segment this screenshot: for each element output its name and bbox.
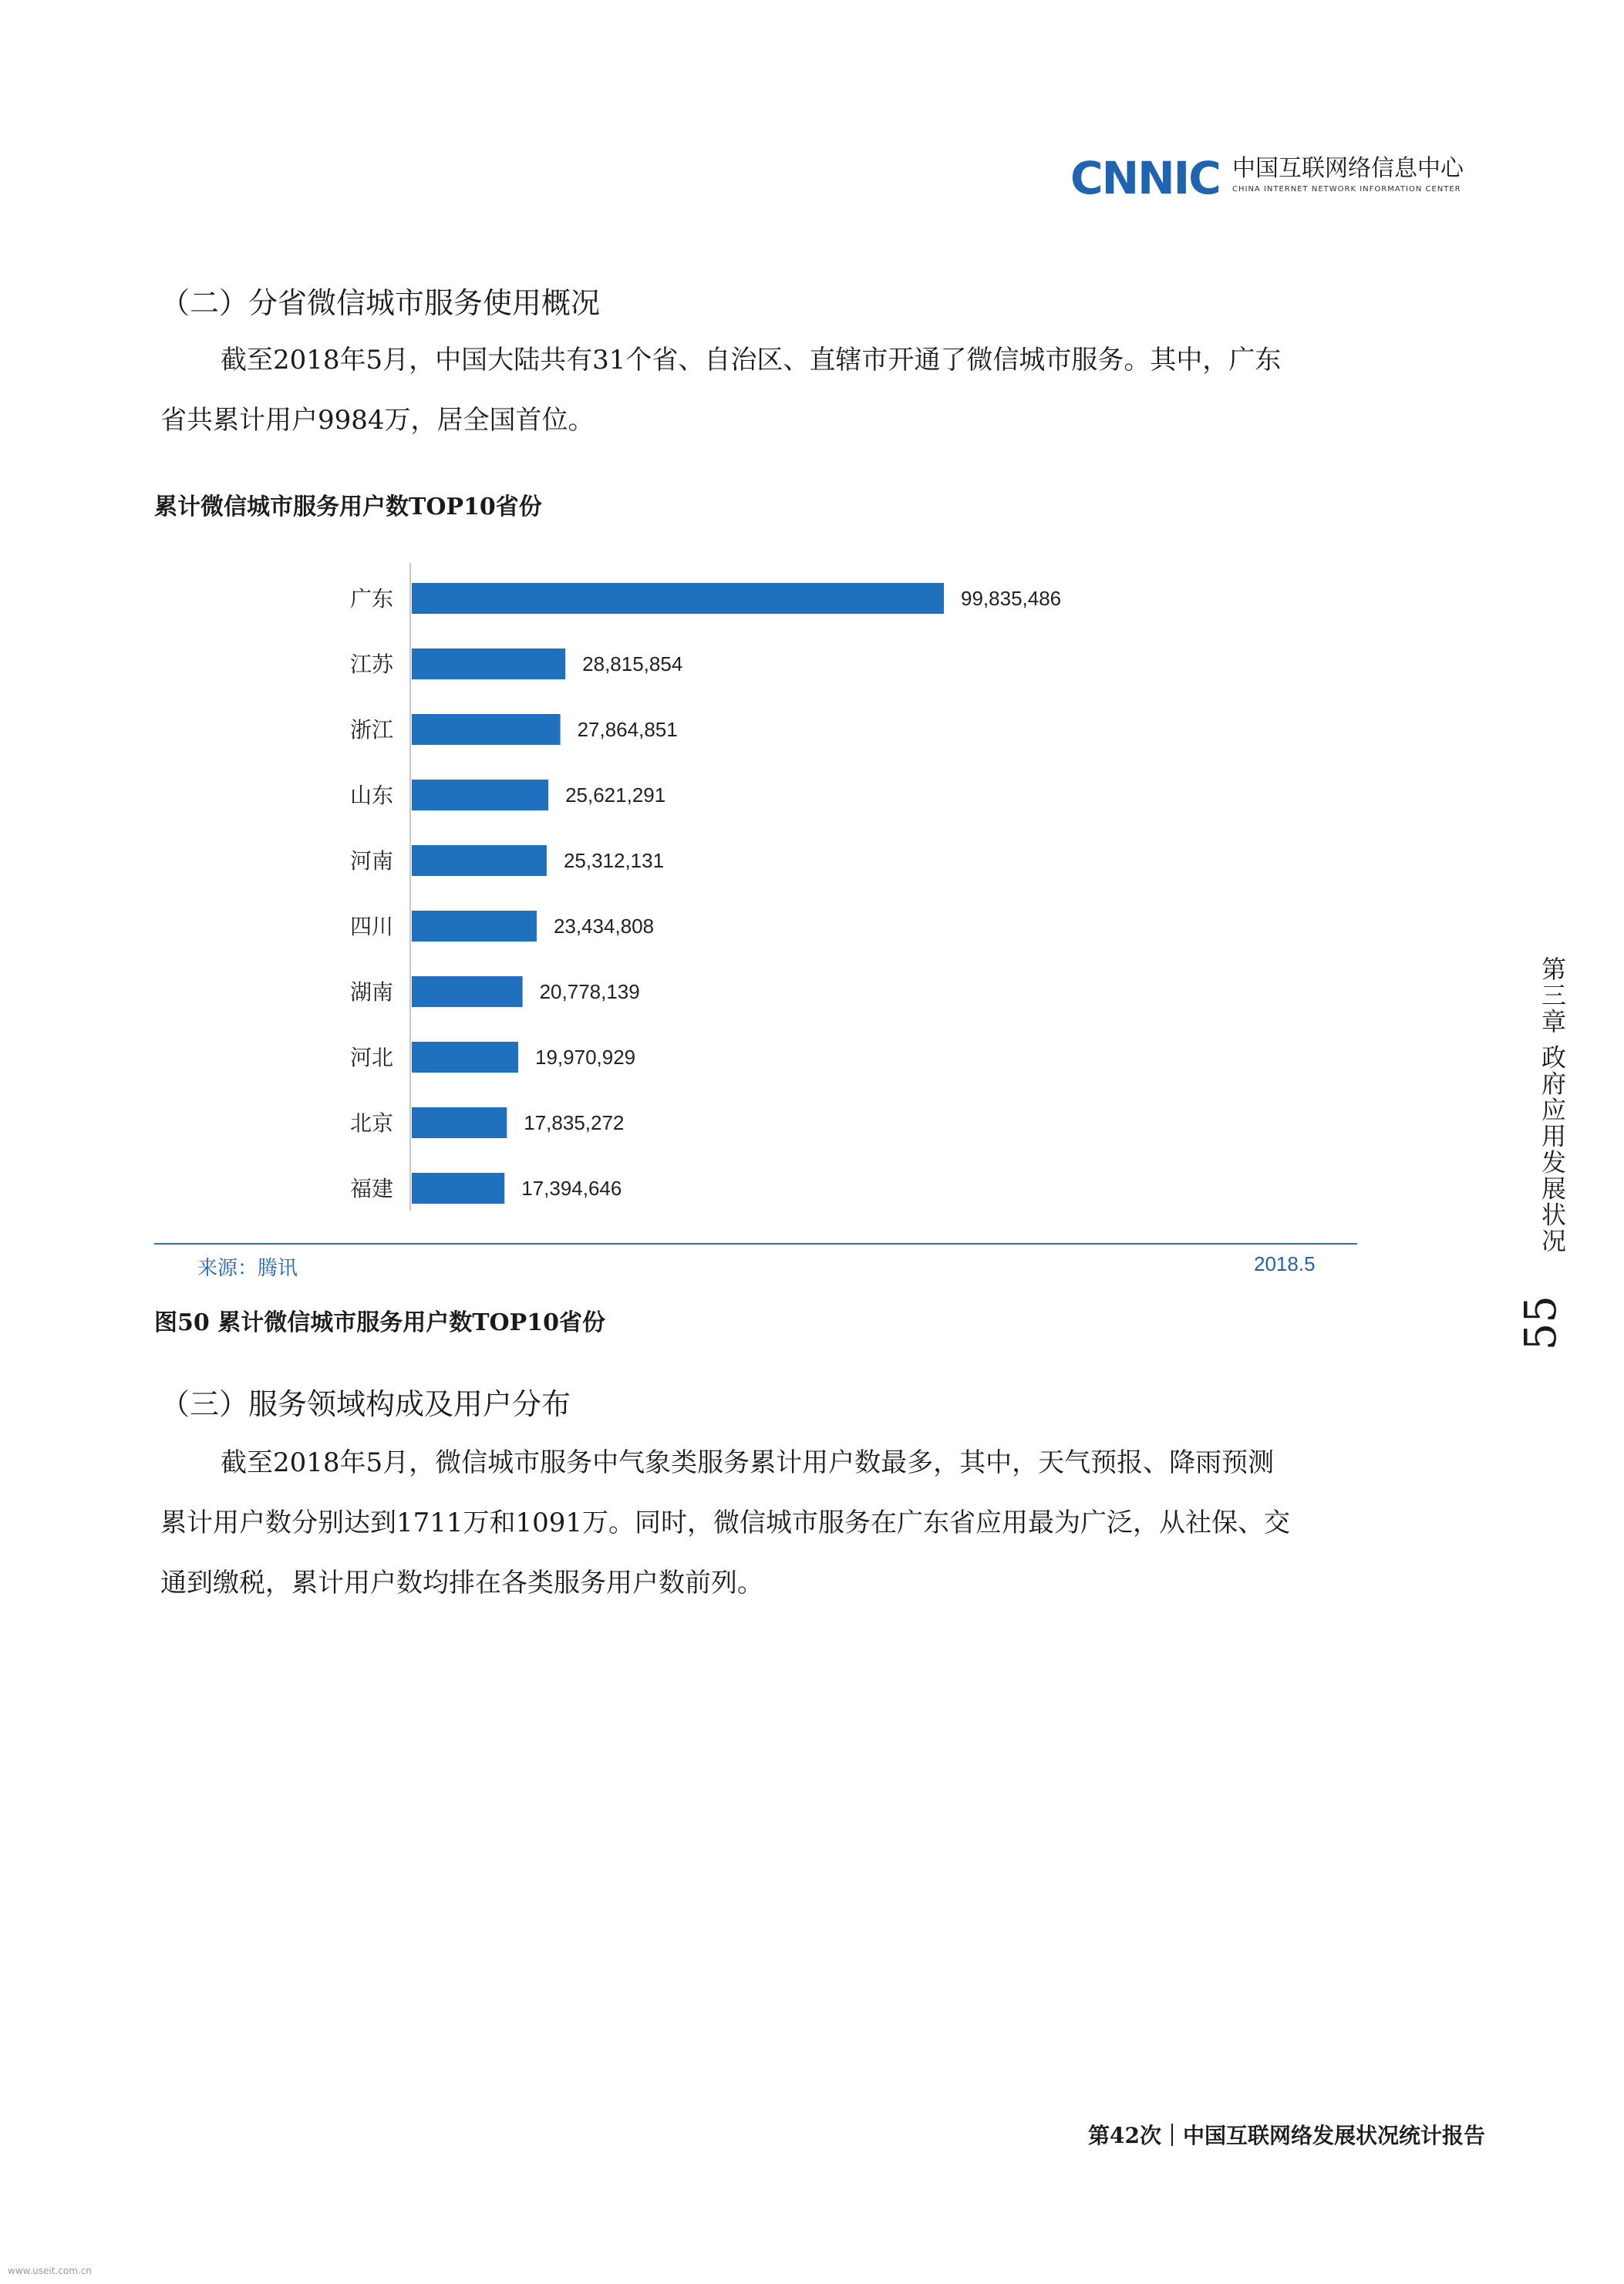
- category-label: 河北: [349, 1046, 393, 1070]
- side-margin: [1493, 956, 1578, 1357]
- section-2-paragraph: [160, 330, 1281, 450]
- value-label: 20,778,139: [539, 980, 640, 1003]
- paragraph-line: 通到缴税，累计用户数均排在各类服务用户数前列。: [160, 1568, 763, 1598]
- value-label: 19,970,929: [535, 1046, 636, 1069]
- watermark: www.useit.com.cn: [8, 2265, 92, 2276]
- value-label: 99,835,486: [961, 587, 1062, 610]
- category-label: 浙江: [349, 718, 393, 742]
- category-label: 河南: [349, 849, 393, 873]
- paragraph-line: 累计用户数分别达到1711万和1091万。同时，微信城市服务在广东省应用最为广泛，从社保、交: [160, 1508, 1291, 1538]
- figure-caption: 图50 累计微信城市服务用户数TOP10省份: [154, 1309, 605, 1336]
- org-name-cn: 中国互联网络信息中心: [1232, 155, 1464, 182]
- value-label: 28,815,854: [582, 652, 683, 675]
- paragraph-line: 省共累计用户9984万，居全国首位。: [160, 405, 595, 436]
- category-label: 福建: [349, 1177, 393, 1201]
- section-heading-2: （二）分省微信城市服务使用概况: [160, 286, 601, 320]
- paragraph-line: 截至2018年5月，微信城市服务中气象类服务累计用户数最多，其中，天气预报、降雨预测: [221, 1447, 1275, 1478]
- category-label: 北京: [349, 1111, 393, 1135]
- category-label: 广东: [349, 587, 393, 611]
- value-label: 27,864,851: [577, 718, 678, 741]
- bar: [412, 911, 537, 942]
- footer-report-title: 第42次｜中国互联网络发展状况统计报告: [1088, 2123, 1485, 2148]
- category-label: 江苏: [349, 652, 393, 676]
- org-name-en: CHINA INTERNET NETWORK INFORMATION CENTER: [1232, 185, 1461, 194]
- bars-group: [350, 583, 1061, 1204]
- source-divider: [154, 1243, 1357, 1245]
- bar: [412, 583, 944, 614]
- value-label: 23,434,808: [553, 915, 655, 938]
- value-label: 17,394,646: [521, 1177, 622, 1200]
- cnnic-logo: [1070, 154, 1502, 202]
- bar: [412, 780, 548, 810]
- value-label: 25,312,131: [563, 849, 665, 872]
- paragraph-line: 截至2018年5月，中国大陆共有31个省、自治区、直辖市开通了微信城市服务。其中，广东: [221, 345, 1282, 376]
- bar: [412, 648, 565, 679]
- section-3-paragraph: [160, 1433, 1290, 1613]
- bar: [412, 1107, 507, 1138]
- page-number: 55: [1516, 1295, 1566, 1351]
- bar: [412, 1173, 504, 1204]
- source-date: 2018.5: [1254, 1252, 1316, 1275]
- value-label: 25,621,291: [565, 783, 666, 807]
- bar: [412, 845, 547, 876]
- chart-caption: 累计微信城市服务用户数TOP10省份: [154, 494, 542, 520]
- bar: [412, 714, 561, 745]
- value-label: 17,835,272: [524, 1111, 625, 1134]
- bar: [412, 976, 523, 1007]
- bar: [412, 1042, 518, 1073]
- logo-mark: CNNIC: [1070, 152, 1220, 204]
- source-label: 来源：腾讯: [197, 1256, 298, 1279]
- section-heading-3: （三）服务领域构成及用户分布: [160, 1387, 571, 1421]
- bar-chart: [308, 563, 1172, 1211]
- category-label: 山东: [349, 783, 393, 807]
- category-label: 四川: [349, 915, 393, 938]
- chapter-title: 第三章 政府应用发展状况: [1538, 956, 1567, 1255]
- category-label: 湖南: [349, 980, 393, 1004]
